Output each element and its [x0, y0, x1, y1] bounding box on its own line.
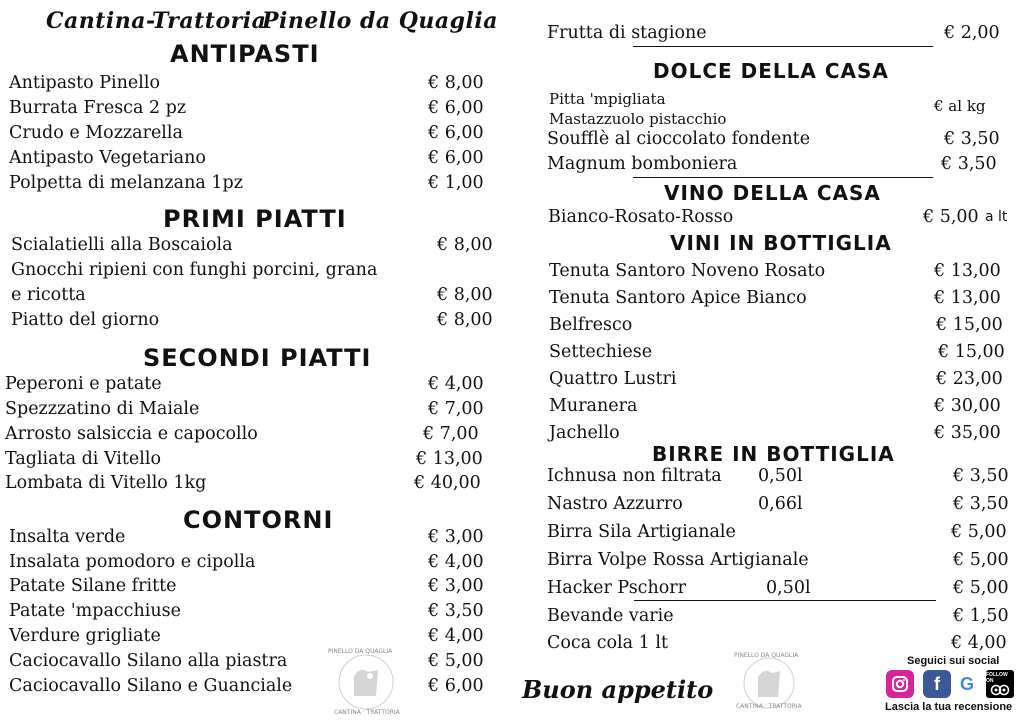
vini-title: VINI IN BOTTIGLIA [670, 231, 892, 255]
menu-price: € 15,00 [938, 342, 1005, 362]
menu-price: € 35,00 [934, 423, 1001, 443]
menu-price: € 13,00 [416, 449, 483, 469]
menu-item: Arrosto salsiccia e capocollo [5, 424, 258, 444]
menu-price: € 1,50 [953, 606, 1009, 626]
contorni-title: CONTORNI [183, 506, 334, 534]
menu-price: € 6,00 [428, 148, 484, 168]
menu-price: € 5,00 [428, 651, 484, 671]
menu-price: € 4,00 [951, 633, 1007, 653]
menu-price: € 5,00 [953, 578, 1009, 598]
menu-item: Birra Volpe Rossa Artigianale [547, 550, 809, 570]
menu-price: € 8,00 [437, 285, 493, 305]
tripadvisor-icon[interactable] [986, 670, 1014, 698]
menu-price: € 3,00 [428, 576, 484, 596]
menu-price: € 3,50 [941, 154, 997, 174]
menu-price: € 40,00 [414, 473, 481, 493]
menu-item: Belfresco [549, 315, 633, 335]
menu-item: Frutta di stagione [547, 23, 707, 43]
menu-item: Patate 'mpacchiuse [9, 601, 181, 621]
menu-price: € 6,00 [428, 676, 484, 696]
menu-price: € 13,00 [934, 288, 1001, 308]
brand-left: Cantina-Trattoria [46, 8, 267, 34]
menu-item: Caciocavallo Silano alla piastra [9, 651, 288, 671]
menu-item: Birra Sila Artigianale [547, 522, 736, 542]
facebook-icon[interactable]: f [923, 670, 951, 698]
menu-item: Verdure grigliate [9, 626, 161, 646]
menu-item: Jachello [549, 423, 620, 443]
menu-item: Crudo e Mozzarella [9, 123, 183, 143]
menu-price: € 3,50 [953, 494, 1009, 514]
menu-item: Pitta 'mpigliata [549, 90, 666, 108]
antipasti-title: ANTIPASTI [170, 40, 320, 68]
menu-price: € 5,00 [951, 522, 1007, 542]
menu-item: Bianco-Rosato-Rosso [548, 207, 734, 227]
menu-item: Nastro Azzurro [547, 494, 683, 514]
menu-item: Insalata pomodoro e cipolla [9, 552, 256, 572]
social-title: Seguici sui social [907, 655, 1000, 667]
menu-item: Piatto del giorno [11, 310, 160, 330]
birre-title: BIRRE IN BOTTIGLIA [652, 442, 895, 466]
menu-price: € 8,00 [437, 310, 493, 330]
menu-item: Magnum bomboniera [547, 154, 738, 174]
beer-size: 0,50l [766, 578, 811, 598]
beer-size: 0,66l [758, 494, 803, 514]
menu-item: Insalta verde [9, 527, 126, 547]
menu-price: € 13,00 [934, 261, 1001, 281]
menu-item: Scialatielli alla Boscaiola [11, 235, 233, 255]
menu-item: Muranera [549, 396, 638, 416]
menu-price: € 6,00 [428, 123, 484, 143]
menu-price: € 1,00 [428, 173, 484, 193]
secondi-title: SECONDI PIATTI [143, 344, 372, 372]
menu-price: € al kg [934, 97, 986, 115]
menu-item: Burrata Fresca 2 pz [9, 98, 187, 118]
menu-item: Coca cola 1 lt [547, 633, 668, 653]
instagram-icon[interactable] [886, 670, 914, 698]
menu-price: € 3,50 [953, 466, 1009, 486]
menu-item: e ricotta [11, 285, 86, 305]
vino-casa-title: VINO DELLA CASA [664, 181, 881, 205]
logo-top-text: PINELLO DA QUAGLIA [734, 652, 799, 659]
menu-price: € 7,00 [428, 399, 484, 419]
menu-price: € 8,00 [437, 235, 493, 255]
menu-item: Tenuta Santoro Apice Bianco [549, 288, 807, 308]
menu-price: € 4,00 [428, 552, 484, 572]
primi-title: PRIMI PIATTI [163, 205, 347, 233]
menu-item: Quattro Lustri [549, 369, 677, 389]
logo-top-text: PINELLO DA QUAGLIA [328, 648, 393, 655]
menu-price: € 30,00 [934, 396, 1001, 416]
menu-price: € 2,00 [944, 23, 1000, 43]
menu-price: € 5,00 [953, 550, 1009, 570]
logo-bottom-text: CANTINA · TRATTORIA [736, 703, 802, 710]
menu-item: Antipasto Vegetariano [9, 148, 206, 168]
menu-price: € 7,00 [423, 424, 479, 444]
divider [633, 177, 933, 178]
menu-item: Hacker Pschorr [547, 578, 687, 598]
menu-item: Caciocavallo Silano e Guanciale [9, 676, 293, 696]
price-unit: a lt [985, 209, 1008, 225]
menu-price: € 23,00 [936, 369, 1003, 389]
menu-item: Spezzzatino di Maiale [5, 399, 200, 419]
menu-price: € 3,00 [428, 527, 484, 547]
menu-item: Soufflè al cioccolato fondente [547, 129, 811, 149]
menu-item: Antipasto Pinello [9, 73, 161, 93]
menu-item: Tenuta Santoro Noveno Rosato [549, 261, 826, 281]
menu-price: € 3,50 [428, 601, 484, 621]
menu-item: Settechiese [549, 342, 653, 362]
buon-appetito: Buon appetito [522, 675, 714, 704]
menu-price: € 8,00 [428, 73, 484, 93]
menu-item: Peperoni e patate [5, 374, 162, 394]
divider [634, 600, 936, 601]
menu-item: Ichnusa non filtrata [547, 466, 722, 486]
menu-item: Lombata di Vitello 1kg [5, 473, 207, 493]
logo-bottom-text: CANTINA · TRATTORIA [334, 709, 400, 716]
menu-item: Mastazzuolo pistacchio [549, 110, 727, 128]
menu-price: € 5,00 [923, 207, 979, 227]
divider [633, 46, 933, 47]
menu-price: € 6,00 [428, 98, 484, 118]
menu-item: Polpetta di melanzana 1pz [9, 173, 243, 193]
tripadvisor-badge-text: FOLLOW ON [986, 672, 1008, 684]
menu-price: € 3,50 [944, 129, 1000, 149]
brand-right: Pinello da Quaglia [262, 8, 499, 34]
menu-price: € 15,00 [936, 315, 1003, 335]
menu-item: Bevande varie [547, 606, 674, 626]
review-text[interactable]: Lascia la tua recensione [885, 701, 1013, 713]
beer-size: 0,50l [758, 466, 803, 486]
menu-item: Gnocchi ripieni con funghi porcini, grana [11, 260, 378, 280]
google-icon[interactable]: G [953, 670, 981, 698]
menu-price: € 4,00 [428, 374, 484, 394]
menu-price: € 4,00 [428, 626, 484, 646]
menu-item: Patate Silane fritte [9, 576, 177, 596]
dolce-title: DOLCE DELLA CASA [653, 59, 889, 83]
menu-item: Tagliata di Vitello [5, 449, 162, 469]
